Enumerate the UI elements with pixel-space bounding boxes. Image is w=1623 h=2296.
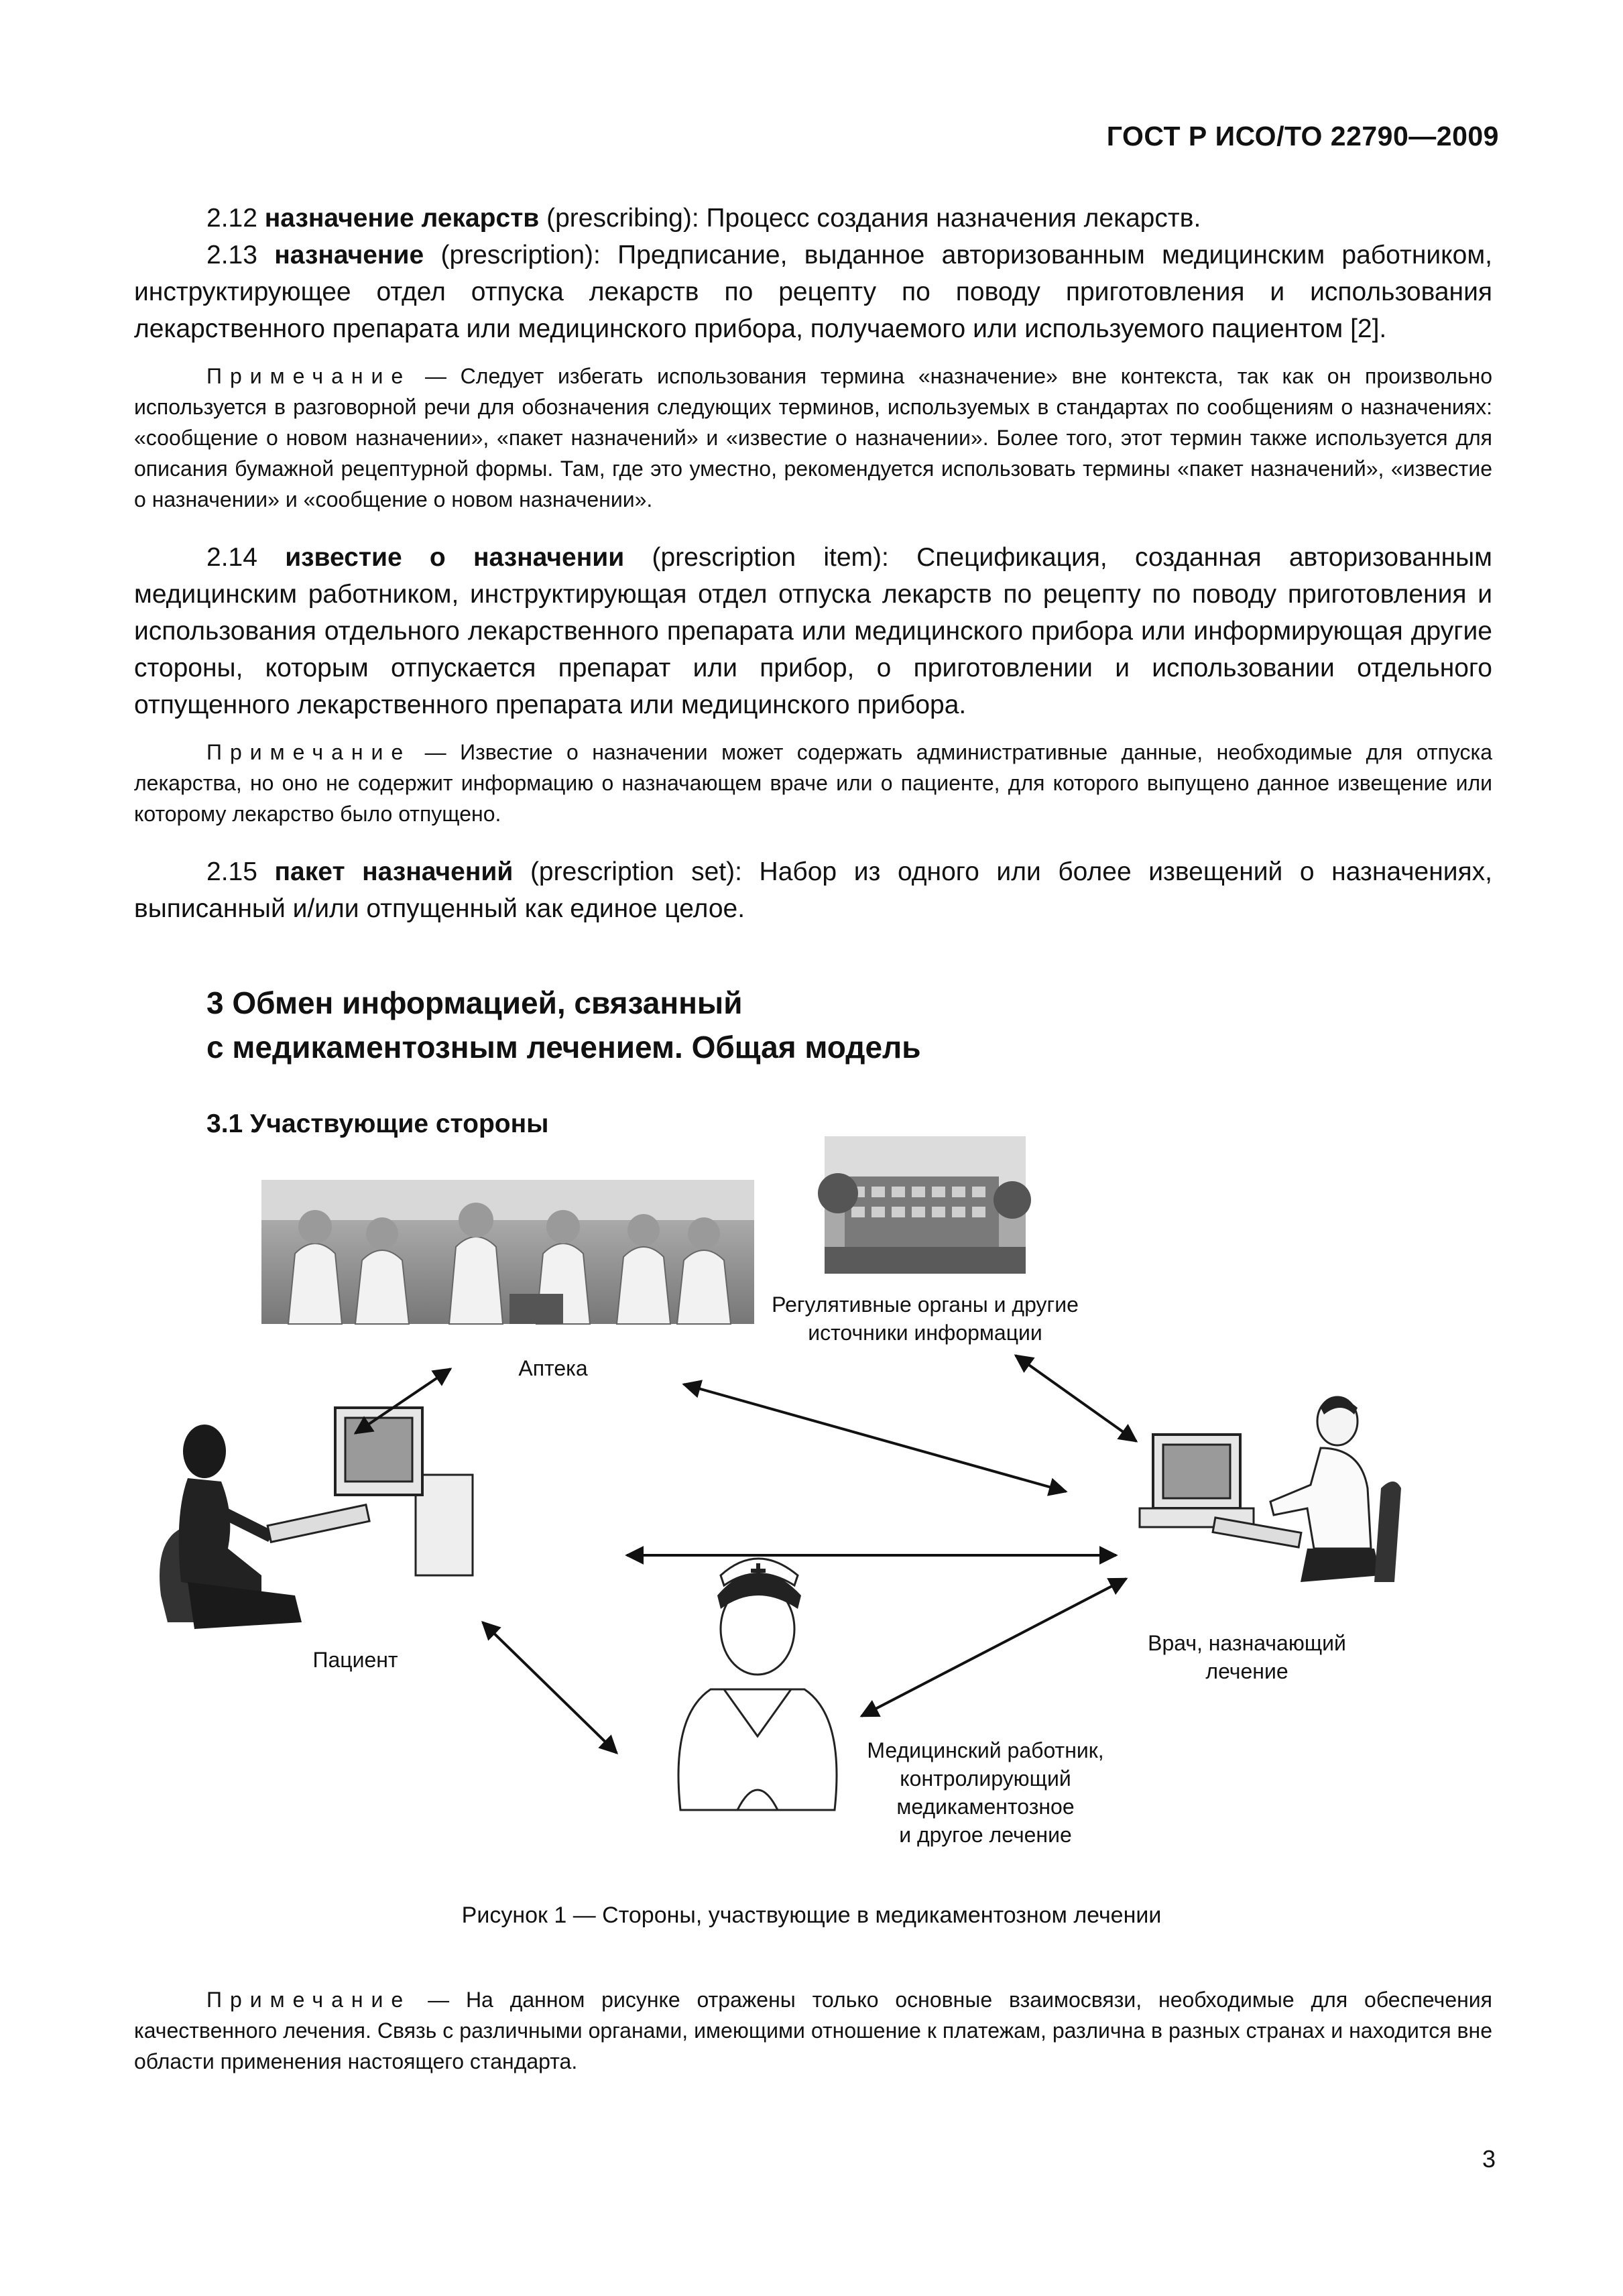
note-label: Примечание [206, 364, 412, 388]
term-2-13 [134, 237, 1492, 347]
parties-figure [134, 1113, 1492, 1884]
subsection-3-1-title: 3.1 Участвующие стороны [206, 1109, 549, 1138]
note-label: Примечание [206, 1988, 412, 2012]
page-number: 3 [1482, 2145, 1496, 2173]
term-number: 2.13 [206, 241, 275, 269]
main-content [134, 200, 1492, 1139]
term-name: назначение [274, 241, 424, 269]
term-name: пакет назначений [274, 857, 514, 886]
note-2-14 [134, 737, 1492, 829]
note-text: — Известие о назначении может содержать административные данные, необходимые для отпуска лекарства, но оно не содержит информацию о назначающем враче или о пациенте, для которого выпущено данное извещение или которому лекарство было отпущено. [134, 740, 1492, 826]
patient-illustration [160, 1408, 473, 1629]
label-patient: Пациент [312, 1648, 398, 1672]
note-text: — На данном рисунке отражены только основные взаимосвязи, необходимые для обеспечения качественного лечения. Связь с различными органами, имеющими отношение к платежам, различна в разных странах и находится вне области применения настоящего стандарта. [134, 1988, 1492, 2073]
figure-caption: Рисунок 1 — Стороны, участвующие в медикаментозном лечении [461, 1902, 1162, 1928]
term-number: 2.14 [206, 543, 286, 572]
term-2-15 [134, 853, 1492, 927]
label-nurse: Медицинский работник, контролирующий медикаментозное и другое лечение [867, 1738, 1104, 1847]
term-name: известие о назначении [285, 543, 625, 572]
note-label: Примечание [206, 740, 412, 764]
pharmacy-photo [261, 1180, 754, 1324]
term-2-14 [134, 539, 1492, 723]
term-definition: (prescription): Предписание, выданное авторизованным медицинским работником, инструктирующее отдел отпуска лекарств по рецепту по поводу приготовления и использования лекарственного препарата или медицинского прибора, получаемого или используемого пациентом [2]. [134, 241, 1493, 343]
label-pharmacy: Аптека [518, 1356, 588, 1380]
nurse-illustration [678, 1559, 837, 1810]
term-definition: (prescription set): Набор из одного или более извещений о назначениях, выписанный и/или отпущенный как единое целое. [134, 857, 1492, 923]
term-number: 2.12 [206, 204, 265, 233]
label-doctor: Врач, назначающий лечение [1148, 1631, 1346, 1683]
term-number: 2.15 [206, 857, 275, 886]
regulators-building-photo [818, 1136, 1031, 1274]
term-2-12 [134, 200, 1492, 237]
section-3-title: 3 Обмен информацией, связанный с медикаментозным лечением. Общая модель [206, 985, 921, 1065]
note-2-13 [134, 361, 1492, 515]
note-text: — Следует избегать использования термина «назначение» вне контекста, так как он произвольно используется в разговорной речи для обозначения следующих терминов, используемых в стандартах по сообщениям о назначениях: «сообщение о новом назначении», «пакет назначений» и «известие о назначении». Более того, этот термин также используется для описания бумажной рецептурной формы. Там, где это уместно, рекомендуется использовать термины «пакет назначений», «известие о назначении» и «сообщение о новом назначении». [134, 364, 1492, 511]
term-name: назначение лекарств [264, 204, 540, 233]
document-header: ГОСТ Р ИСО/ТО 22790—2009 [1106, 121, 1499, 152]
term-definition: (prescription item): Спецификация, созданная авторизованным медицинским работником, инструктирующая отдел отпуска лекарств по рецепту по поводу приготовления и использования отдельного лекарственного препарата или медицинского прибора или информирующая другие стороны, которым отпускается препарат или прибор, о приготовлении и использовании отдельного отпущенного лекарственного препарата или медицинского прибора. [134, 543, 1492, 719]
figure-note [134, 1984, 1492, 2077]
term-definition: (prescribing): Процесс создания назначения лекарств. [539, 204, 1201, 233]
figure-drawing [134, 1113, 1492, 1884]
doctor-illustration [1140, 1397, 1401, 1582]
label-regulators: Регулятивные органы и другие источники информации [772, 1292, 1079, 1345]
